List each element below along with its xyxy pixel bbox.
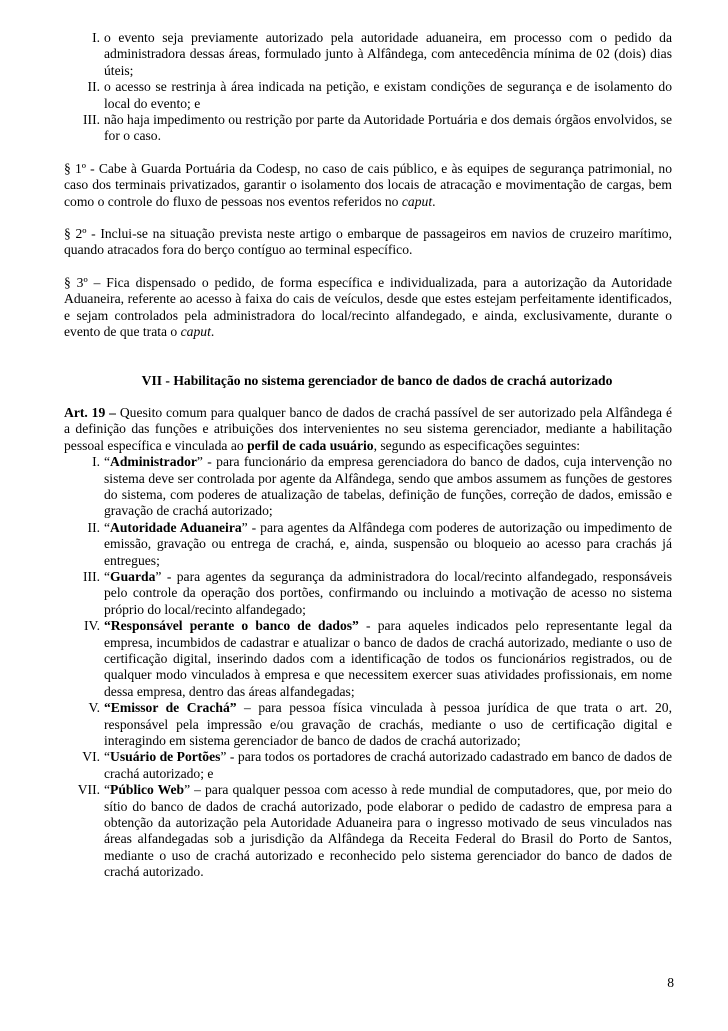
document-page <box>64 30 672 881</box>
list-item <box>64 112 672 145</box>
item-number: III. <box>83 112 100 128</box>
conditions-list <box>64 30 672 145</box>
item-number: VI. <box>82 749 100 765</box>
item-number: V. <box>88 700 100 716</box>
list-item <box>64 618 672 700</box>
item-number: I. <box>92 30 100 45</box>
section-heading: VII - Habilitação no sistema gerenciador de banco de dados de crachá autorizado <box>141 372 613 388</box>
paragraph-2: § 2º - Inclui-se na situação prevista neste artigo o embarque de passageiros em navios de cruzeiro marítimo, quando atracados fora do berço contíguo ao terminal específico. <box>64 226 672 258</box>
item-number: VII. <box>77 782 100 798</box>
item-text: “Autoridade Aduaneira” - para agentes da Alfândega com poderes de autorização ou impedimento de emissão, gravação ou entrega de crachá, e, ainda, suspensão ou bloqueio ao acesso para crachás já entregues; <box>104 519 672 568</box>
list-item <box>64 520 672 569</box>
item-number: II. <box>87 79 100 95</box>
item-number: IV. <box>84 618 100 634</box>
item-text: “Administrador” - para funcionário da empresa gerenciadora do banco de dados, cuja intervenção no sistema deve ser controlada por agente da Alfândega, sendo que ambos assumem as funções de gestores do sistema, com poderes de atualização de tabelas, definição de funções, correção de dados, emissão e gravação de crachá autorizado; <box>104 454 672 519</box>
item-text: “Público Web” – para qualquer pessoa com acesso à rede mundial de computadores, que, por meio do sítio do banco de dados de crachá autorizado, pode elaborar o pedido de cadastro de empresa para a obtenção da autorização pela Autoridade Aduaneira para o ingresso motivado de seus vinculados nas áreas alfandegadas sob a jurisdição da Alfândega da Receita Federal do Brasil do Porto de Santos, mediante o uso de crachá autorizado e reconhecido pelo sistema gerenciador do banco de dados de crachá autorizado. <box>104 782 672 880</box>
list-item <box>64 454 672 520</box>
article-19: Art. 19 – Quesito comum para qualquer banco de dados de crachá passível de ser autorizado pela Alfândega é a definição das funções e atribuições dos intervenientes no seu sistema gerenciador, mediante a habilitação pessoal específica e vinculada ao perfil de cada usuário, segundo as especificações seguintes: <box>64 404 672 453</box>
list-item <box>64 79 672 112</box>
page-number: 8 <box>667 975 674 990</box>
item-text: “Usuário de Portões” - para todos os portadores de crachá autorizado cadastrado em banco de dados de crachá autorizado; e <box>104 749 672 781</box>
item-text: “Guarda” - para agentes da segurança da administradora do local/recinto alfandegado, responsáveis pelo controle da operação dos portões, confirmando ou incluindo a motivação de acesso no sistema próprio do local/recinto alfandegado; <box>104 568 672 617</box>
item-text: não haja impedimento ou restrição por parte da Autoridade Portuária e dos demais órgãos envolvidos, se for o caso. <box>104 112 672 144</box>
item-text: “Emissor de Crachá” – para pessoa física vinculada à pessoa jurídica de que trata o art. 20, responsável pela impressão e/ou gravação de crachás, mediante o uso de certificação digital e interagindo em sistema gerenciador de banco de dados de crachá autorizado; <box>104 700 672 749</box>
profiles-list <box>64 454 672 881</box>
list-item <box>64 30 672 79</box>
list-item <box>64 782 672 880</box>
paragraph-3: § 3º – Fica dispensado o pedido, de forma específica e individualizada, para a autorização da Autoridade Aduaneira, referente ao acesso à faixa do cais de veículos, desde que estes estejam perfeitamente identificados, e sejam controlados pela administradora do local/recinto alfandegado, e ainda, exclusivamente, durante o evento de que trata o caput. <box>64 274 672 340</box>
item-text: “Responsável perante o banco de dados” - para aqueles indicados pelo representante legal da empresa, incumbidos de cadastrar e atualizar o banco de dados de crachá autorizado, mediante o uso de certificação digital, inserindo dados com a identificação de todos os funcionários registrados, ou de qualquer modo vinculados à empresa e que necessitem exercer suas atividades profissionais, em nome dessa empresa, dentro das áreas alfandegadas; <box>104 618 673 699</box>
list-item <box>64 700 672 749</box>
item-text: o evento seja previamente autorizado pela autoridade aduaneira, em processo com o pedido da administradora dessas áreas, formulado junto à Alfândega, com antecedência mínima de 02 (dois) dias úteis; <box>104 30 672 78</box>
paragraph-1: § 1º - Cabe à Guarda Portuária da Codesp, no caso de cais público, e às equipes de segurança patrimonial, no caso dos terminais privatizados, garantir o isolamento dos locais de atracação e movimentação de cargas, bem como o controle do fluxo de pessoas nos eventos referidos no caput. <box>64 160 672 209</box>
item-number: I. <box>92 454 100 470</box>
item-number: II. <box>87 519 100 535</box>
item-number: III. <box>83 568 100 584</box>
list-item <box>64 749 672 782</box>
list-item <box>64 569 672 618</box>
item-text: o acesso se restrinja à área indicada na petição, e existam condições de segurança e de isolamento do local do evento; e <box>104 79 672 111</box>
